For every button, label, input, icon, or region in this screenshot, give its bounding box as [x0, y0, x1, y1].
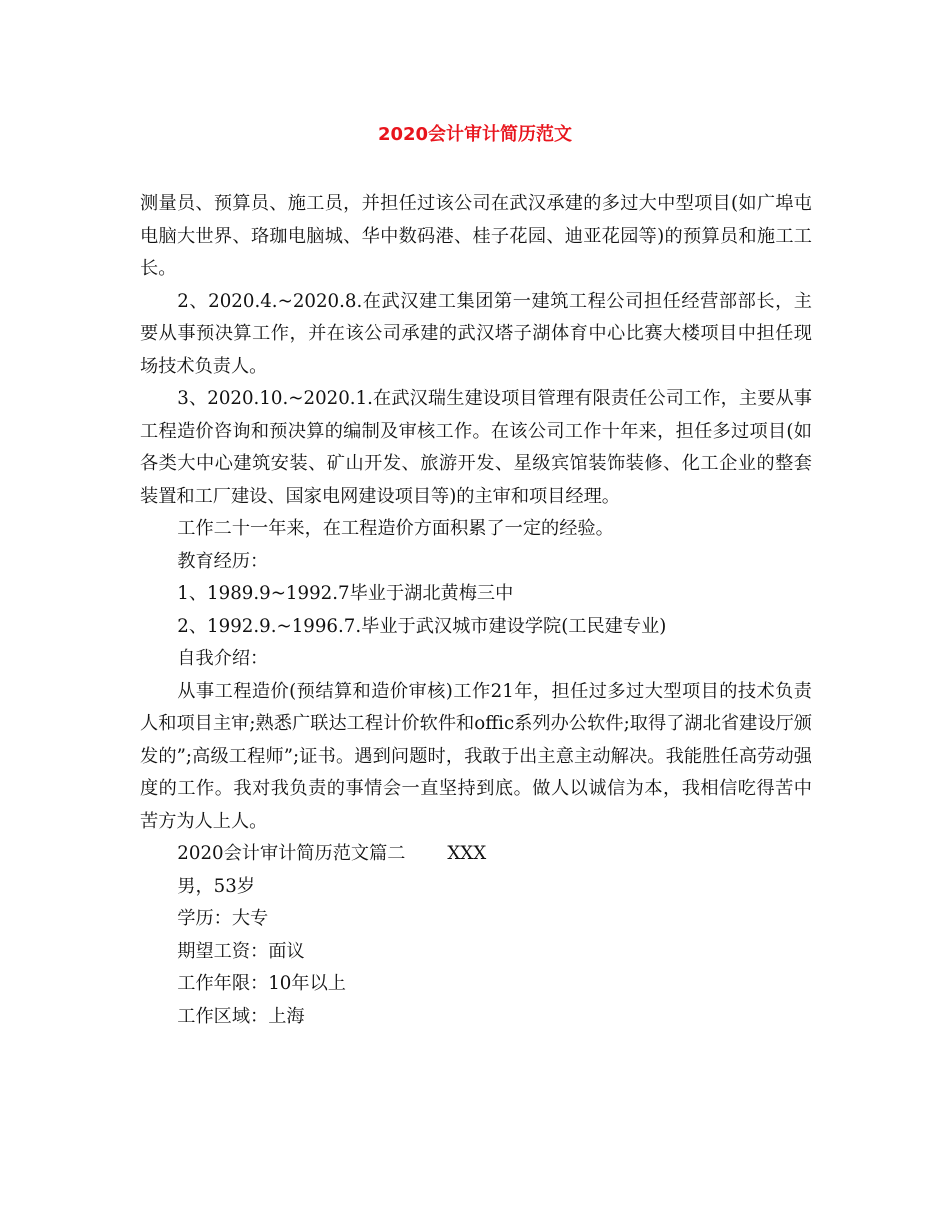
resume2-heading: 2020会计审计简历范文篇二 — [177, 843, 406, 864]
resume2-education: 学历：大专 — [177, 908, 269, 929]
education-item-2: 2、1992.9.~1996.7.毕业于武汉城市建设学院(工民建专业) — [177, 615, 667, 637]
resume2-years: 工作年限：10年以上 — [177, 973, 346, 994]
paragraph-work-history-2: 2、2020.4.~2020.8.在武汉建工集团第一建筑工程公司担任经营部部长，主要从事预决算工作，并在该公司承建的武汉塔子湖体育中心比赛大楼项目中担任现场技术负责人。 — [140, 290, 812, 377]
resume2-salary: 期望工资：面议 — [177, 940, 305, 962]
resume2-name: XXX — [447, 843, 487, 864]
document-title: 2020会计审计简历范文 — [377, 124, 573, 145]
resume2-heading-line — [140, 838, 812, 871]
paragraph-experience-summary: 工作二十一年来，在工程造价方面积累了一定的经验。 — [177, 518, 614, 539]
paragraph-work-history-3: 3、2020.10.~2020.1.在武汉瑞生建设项目管理有限责任公司工作，主要从事工程造价咨询和预决算的编制及审核工作。在该公司工作十年来，担任多过项目(如各类大中心建筑安装、矿山开发、旅游开发、星级宾馆装饰装修、化工企业的整套装置和工厂建设、国家电网建设项目等)的主审和项目经理。 — [140, 388, 812, 507]
resume2-gender-age: 男，53岁 — [177, 875, 256, 897]
resume2-region: 工作区域：上海 — [177, 1005, 305, 1027]
education-item-1: 1、1989.9~1992.7毕业于湖北黄梅三中 — [177, 583, 514, 604]
document-body — [140, 188, 812, 1033]
self-intro-heading: 自我介绍： — [177, 648, 269, 669]
education-heading: 教育经历： — [177, 550, 269, 572]
paragraph-work-history-1: 测量员、预算员、施工员，并担任过该公司在武汉承建的多过大中型项目(如广埠屯电脑大世界、珞珈电脑城、华中数码港、桂子花园、迪亚花园等)的预算员和施工工长。 — [140, 193, 812, 279]
self-intro-text: 从事工程造价(预结算和造价审核)工作21年，担任过多过大型项目的技术负责人和项目主审;熟悉广联达工程计价软件和offic系列办公软件;取得了湖北省建设厅颁发的”;高级工程师”;证书。遇到问题时，我敢于出主意主动解决。我能胜任高劳动强度的工作。我对我负责的事情会一直坚持到底。做人以诚信为本，我相信吃得苦中苦方为人上人。 — [140, 680, 812, 832]
